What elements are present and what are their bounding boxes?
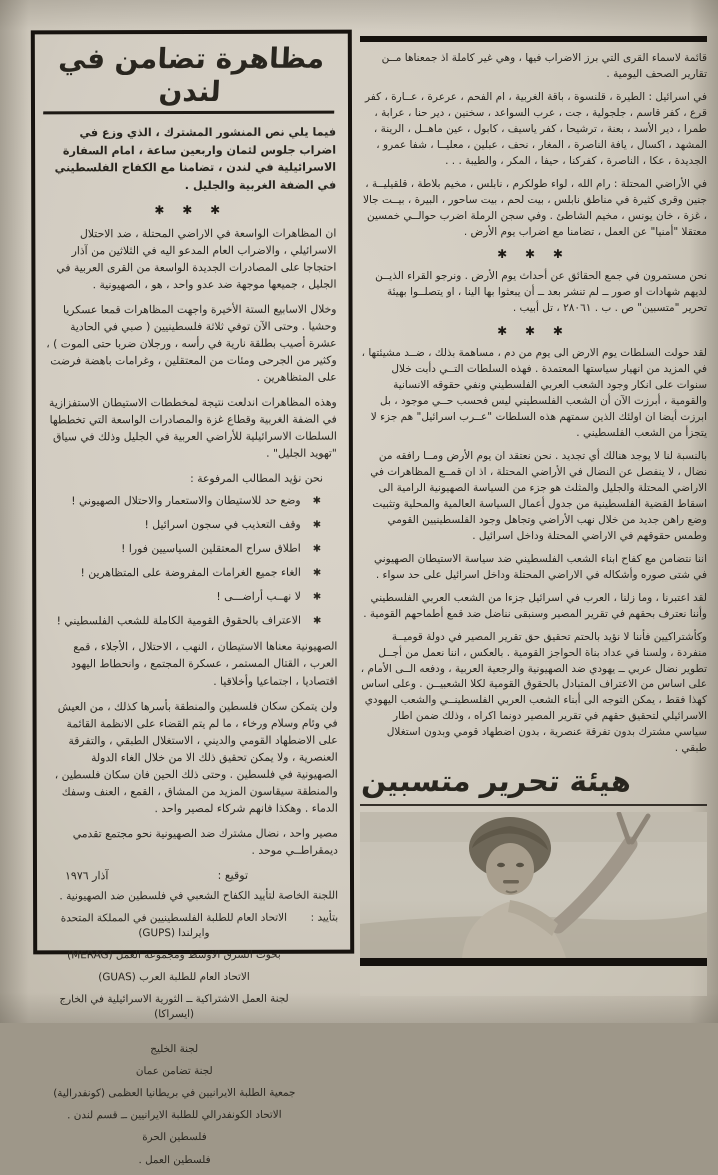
asterisk-bullet-icon: ✱ bbox=[312, 496, 322, 508]
intro-paragraph: فيما يلي نص المنشور المشترك ، الذي وزع في اضراب جلوس لثمان واربعين ساعة ، امام السفارة الاسرائيلية في لندن ، تضامنا مع الكفاح الفلسطيني في الضفة الغربية والجليل . bbox=[54, 125, 337, 193]
supporter-item: جمعية الطلبة الايرانيين في بريطانيا العظمى (كونفدرالية) bbox=[53, 1087, 296, 1100]
demand-item bbox=[46, 517, 321, 535]
demand-text: الاعتراف بالحقوق القومية الكاملة للشعب الفلسطيني ! bbox=[56, 614, 301, 628]
supporter-item: الاتحاد الكونفدرالي للطلبة الايرانيين ــ قسم لندن . bbox=[67, 1109, 282, 1122]
victory-photo bbox=[360, 812, 707, 966]
title-row bbox=[45, 42, 336, 115]
asterisk-bullet-icon: ✱ bbox=[312, 544, 322, 556]
date-signature-row bbox=[47, 867, 338, 885]
paragraph: لقد اعتبرنا ، وما زلنا ، العرب في اسرائيل جزءا من الشعب العربي الفلسطيني وأننا نعترف بحقهم في تقرير المصير وسنبقى نناضل ضد قمع أطماحهم القومية . bbox=[363, 591, 707, 620]
supporter-item: فلسطين الحرة bbox=[142, 1131, 207, 1144]
asterisk-bullet-icon: ✱ bbox=[312, 592, 322, 604]
demands-list bbox=[46, 493, 331, 631]
asterisk-bullet-icon: ✱ bbox=[312, 520, 322, 532]
demand-text: لا نهــب أراضـــى ! bbox=[216, 590, 301, 604]
separator-stars: ✱ ✱ ✱ bbox=[497, 247, 570, 262]
demand-text: وضع حد للاستيطان والاستعمار والاحتلال الصهيوني ! bbox=[71, 494, 301, 508]
paragraph: وكأشتراكيين فأننا لا نؤيد بالحتم تحقيق حق تقرير المصير في دولة قوميــة منفردة ، ولسنا في عداد بناة الحواجز القومية . بالعكس ، اننا نعمل من أجــل تطوير نضال عربي ــ يهودي ضد الصهيونية والرجعية العربية ، ودفعه الــى الأمام ، على اساس من الاعتراف المتبادل بالحقوق القومية لكلا الشعبيــن . وعلى اساس كهذا فقط ، يمكن التوجه الى أبناء الشعب العربي الفلسطينــي والشعب اليهودي الاسرائيلي لتحقيق حقهم في تقرير المصير دونما اكراه ، وذلك ضمن اطار سياسي مشترك بدون تفرقة عنصرية ، بدون اضطهاد قومي وبدون استغلال طبقي . bbox=[360, 630, 707, 755]
paragraph: ان المظاهرات الواسعة في الاراضي المحتلة ، ضد الاحتلال الاسرائيلي ، والاضراب العام المدعو اليه في الثلاثين من آذار احتجاجا على المصادرات الجديدة الواسعة من القرى العربية في الجليل ، جميعها موجهة ضد عدو واحد ، هو ، الصهيونية . bbox=[56, 226, 337, 292]
right-column bbox=[360, 36, 707, 996]
page-title: مظاهرة تضامن في لندن bbox=[43, 42, 338, 115]
paragraph: وخلال الاسابيع الستة الأخيرة واجهت المظاهرات قمعا عسكريا وحشيا . وحتى الآن توفي ثلاثة فلسطينيين ( صبي في الحادية عشرة أصيب بطلقة نارية في رأسه ، ورجلان ضربا حتى الموت ) ، وكثير من الجرحى ومئات من المعتقلين ، وغرامات باهضة فرضت على المتظاهرين . bbox=[46, 302, 337, 384]
supporter-item: لجنة تضامن عمان bbox=[135, 1065, 213, 1078]
supporter-item: بحوث الشرق الاوسط ومجموعة العمل (MERAG) bbox=[67, 948, 281, 962]
separator-stars: ✱ ✱ ✱ bbox=[154, 202, 228, 217]
paragraph: اننا نتضامن مع كفاح ابناء الشعب الفلسطيني ضد سياسة الاستيطان الصهيوني في شتى صوره وأشكاله في الاراضي المحتلة وداخل اسرائيل على حد سواء . bbox=[374, 552, 707, 581]
separator-stars: ✱ ✱ ✱ bbox=[497, 324, 570, 339]
demand-item bbox=[46, 493, 321, 511]
editorial-signature: هيئة تحرير متسبين bbox=[360, 764, 634, 799]
victory-photo-illustration bbox=[360, 812, 707, 958]
committee-line: اللجنة الخاصة لتأييد الكفاح الشعبي في فلسطين ضد الصهيونية . bbox=[59, 889, 339, 903]
paragraph: في الأراضي المحتلة : رام الله ، لواء طولكرم ، نابلس ، مخيم بلاطة ، قلقيليــة ، جنين وقرى كثيرة في مناطق نابلس ، بيت لحم ، بيت ساحور ، البيرة ، بيــت جالا ، غزة ، خان يونس ، مخيم الشاطئ . وفي سجن الرملة اضرب حوالــي خمسين معتقلا "أمنيا" عن العمل ، تضامنا مع اضراب يوم الأرض . bbox=[362, 177, 707, 238]
asterisk-bullet-icon: ✱ bbox=[312, 616, 322, 628]
supporter-item: فلسطين العمل . bbox=[138, 1153, 211, 1166]
support-label: بتأييد : bbox=[310, 911, 339, 924]
demand-text: اطلاق سراح المعتقلين السياسيين فورا ! bbox=[121, 542, 301, 556]
supporter-item: لجنة الخليج bbox=[150, 1043, 199, 1056]
paragraph: بالنسبة لنا لا يوجد هنالك أي تجديد . نحن نعتقد ان يوم الأرض ومــا رافقه من نضال ، لا ينفصل عن النضال في الأراضي المحتلة ، اذ ان قمــع المظاهرات في الاراضي المحتلة والجليل والمثلث هو جزء من السياسة الصهيونية الرامية الى اسقاط القضية الفلسطينية من جدول أعمال السياسة العالمية والمحلية وتثبيت وضع راهن جديد من خلال نهب الأراضي وتجاهل وجود الفلسطينيين القومي وطمس حقوقهم في الاراضي المحتلة وداخل اسرائيل . bbox=[370, 450, 707, 542]
top-rule bbox=[360, 36, 707, 42]
supporter-item: الاتحاد العام للطلبة العرب (GUAS) bbox=[98, 970, 250, 984]
demand-item bbox=[46, 589, 321, 607]
supporter-item: الاتحاد العام للطلبة الفلسطينيين في المملكة المتحدة وايرلندا (GUPS) bbox=[60, 911, 287, 939]
photo-fade bbox=[360, 966, 707, 996]
demand-text: الغاء جميع الغرامات المفروضة على المتظاهرين ! bbox=[80, 566, 301, 580]
paragraph: مصير واحد ، نضال مشترك ضد الصهيونية نحو مجتمع تقدمي ديمقراطــي موحد . bbox=[72, 826, 338, 857]
demands-intro: نحن نؤيد المطالب المرفوعة : bbox=[190, 472, 323, 486]
date-text: آذار ١٩٧٦ bbox=[64, 869, 109, 883]
demand-item bbox=[46, 541, 321, 559]
demand-text: وقف التعذيب في سجون اسرائيل ! bbox=[144, 518, 301, 532]
photo-top-rule bbox=[360, 804, 707, 806]
paragraph: في اسرائيل : الطيرة ، قلنسوة ، باقة الغربية ، ام الفحم ، عرعرة ، عــارة ، كفر قرع ، كفر قاسم ، جلجولية ، جت ، عرب السواعد ، سخنين ، دير حنا ، عرابة ، طمرا ، دير الأسد ، بعنة ، ترشيحا ، كفر ياسيف ، كابول ، عين ماهــل ، الرينة ، المشهد ، اكسال ، يافة الناصرة ، المغار ، نحف ، عبلين ، معليــا ، شفا عمرو ، الجديدة ، عكا ، الناصرة ، كفركنا ، حيفا ، المكر ، والطيبة . . . bbox=[365, 90, 707, 167]
signature-label: توقيع : bbox=[217, 868, 249, 882]
leaflet-frame bbox=[31, 30, 354, 1166]
supporters-section bbox=[47, 910, 339, 1175]
paragraph: الصهيونية معناها الاستيطان ، النهب ، الاحتلال ، الأجلاء ، قمع العرب ، القتال المستمر ، عسكرة المجتمع ، وانحطاط اليهود اقتصاديا ، اجتماعيا وأخلاقيا . bbox=[71, 640, 338, 688]
demand-item bbox=[46, 565, 321, 583]
supporters-list bbox=[47, 910, 301, 1175]
paragraph: وهذه المظاهرات اندلعت نتيجة لمخططات الاستيطان الاستفزازية في الضفة الغربية وقطاع غزة والمصادرات الواسعة التي تخططها السلطات الاسرائيلية للأراضي العربية في الجليل وذلك في سياق "تهويد الجليل" . bbox=[49, 395, 337, 461]
paragraph: لقد حولت السلطات يوم الارض الى يوم من دم ، مساهمة بذلك ، ضــد مشيئتها ، في المزيد من انهيار سياستها المعتمدة . فهذه السلطات التــي دأبت خلال سنوات على انكار وجود الشعب العربي الفلسطيني ونفي حقوقه الانسانية والقومية ، أبرزت الآن أن الشعب الفلسطيني ليس فحسب حــي موجود ، بل ابرزت أيضا ان اولئك الذين سمتهم هذه السلطات "عــرب اسرائيل" هم جزء لا يتجزأ من الشعب الفلسطيني . bbox=[361, 347, 707, 440]
demand-item bbox=[46, 613, 321, 631]
asterisk-bullet-icon: ✱ bbox=[312, 568, 322, 580]
supporter-item: لجنة العمل الاشتراكية ــ الثورية الاسرائيلية في الخارج (ايسراكا) bbox=[59, 992, 289, 1021]
paragraph: نحن مستمرون في جمع الحقائق عن أحداث يوم الأرض . ونرجو القراء الذيــن لديهم شهادات او صور ــ لم تنشر بعد ــ أن يبعثوا بها الينا ، او يتصلــوا بهيئة تحرير "متسبين" ص . ب . ٢٨٠٦١ ، تل أبيب . bbox=[375, 270, 707, 315]
paragraph: قائمة لاسماء القرى التي برز الاضراب فيها ، وهي غير كاملة اذ جمعناها مــن تقارير الصحف اليومية . bbox=[381, 52, 707, 80]
paragraph: ولن يتمكن سكان فلسطين والمنطقة بأسرها كذلك ، من العيش في وئام وسلام ورخاء ، ما لم يتم القضاء على الانظمة القائمة على الاضطهاد القومي والديني ، الاستغلال الطبقي ، والتفرقة العنصرية ، ولا يمكن تحقيق ذلك الا من خلال الغاء الدولة الصهيونية في فلسطين . وحتى ذلك الحين فان سكان فلسطين ، والمنطقة سيقاسون المزيد من المشاق ، القمع ، العنف وسفك الدماء . وهكذا فانهم شركاء لمصير واحد . bbox=[54, 699, 338, 815]
